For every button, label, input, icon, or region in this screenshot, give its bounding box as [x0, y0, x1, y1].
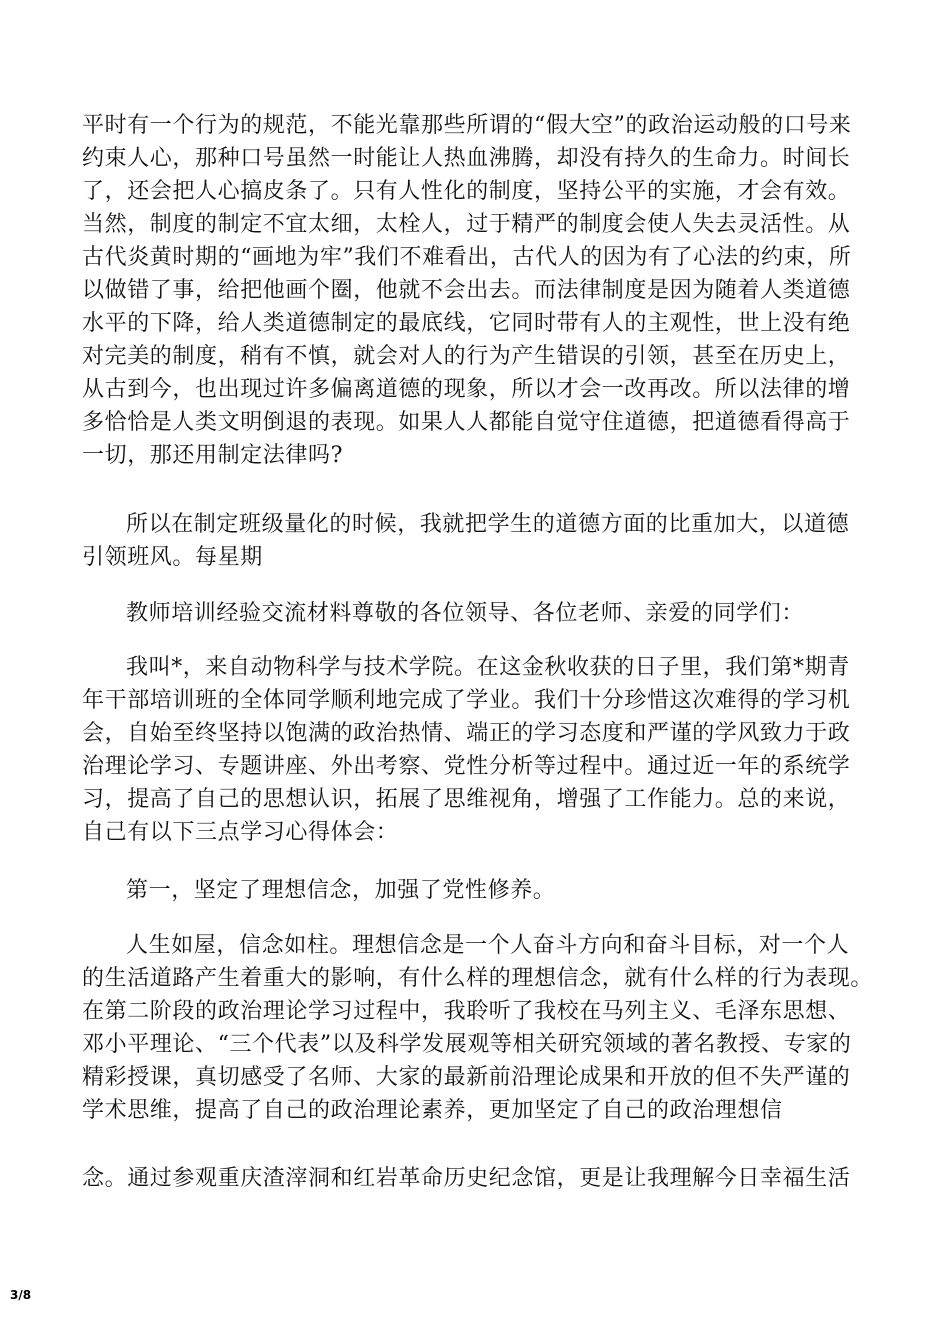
paragraph-1	[82, 109, 882, 472]
paragraph-line: 教师培训经验交流材料尊敬的各位领导、各位老师、亲爱的同学们：	[126, 601, 805, 626]
paragraph-line: 第一，坚定了理想信念，加强了党性修养。	[126, 878, 556, 903]
paragraph-2	[82, 508, 882, 574]
paragraph-line: 当然，制度的制定不宜太细，太栓人，过于精严的制度会使人失去灵活性。从	[82, 212, 851, 237]
paragraph-line: 精彩授课，真切感受了名师、大家的最新前沿理论成果和开放的但不失严谨的	[82, 1065, 851, 1090]
paragraph-line: 古代炎黄时期的“画地为牢”我们不难看出，古代人的因为有了心法的约束，所	[82, 245, 852, 270]
paragraph-line: 习，提高了自己的思想认识，拓展了思维视角，增强了工作能力。总的来说，	[82, 787, 851, 812]
paragraph-line: 年干部培训班的全体同学顺利地完成了学业。我们十分珍惜这次难得的学习机	[82, 688, 851, 713]
paragraph-line: 了，还会把人心搞皮条了。只有人性化的制度，坚持公平的实施，才会有效。	[82, 179, 851, 204]
paragraph-line: 对完美的制度，稍有不慎，就会对人的行为产生错误的引领，甚至在历史上，	[82, 344, 851, 369]
paragraph-line: 约束人心，那种口号虽然一时能让人热血沸腾，却没有持久的生命力。时间长	[82, 146, 851, 171]
paragraph-line: 治理论学习、专题讲座、外出考察、党性分析等过程中。通过近一年的系统学	[82, 754, 851, 779]
paragraph-5	[82, 874, 882, 907]
paragraph-4	[82, 651, 882, 849]
paragraph-line: 平时有一个行为的规范，不能光靠那些所谓的“假大空”的政治运动般的口号来	[82, 113, 852, 138]
paragraph-line: 多恰恰是人类文明倒退的表现。如果人人都能自觉守住道德，把道德看得高于	[82, 410, 851, 435]
paragraph-line: 会，自始至终坚持以饱满的政治热情、端正的学习态度和严谨的学风致力于政	[82, 721, 851, 746]
paragraph-line: 在第二阶段的政治理论学习过程中，我聆听了我校在马列主义、毛泽东思想、	[82, 999, 851, 1024]
paragraph-line: 从古到今，也出现过许多偏离道德的现象，所以才会一改再改。所以法律的增	[82, 377, 851, 402]
paragraph-line: 我叫*，来自动物科学与技术学院。在这金秋收获的日子里，我们第*期青	[126, 655, 850, 680]
paragraph-line: 学术思维，提高了自己的政治理论素养，更加坚定了自己的政治理想信	[82, 1098, 783, 1123]
paragraph-7	[82, 1162, 882, 1195]
paragraph-line: 人生如屋，信念如柱。理想信念是一个人奋斗方向和奋斗目标，对一个人	[126, 933, 850, 958]
paragraph-line: 念。通过参观重庆渣滓洞和红岩革命历史纪念馆，更是让我理解今日幸福生活	[82, 1166, 851, 1191]
paragraph-line: 一切，那还用制定法律吗?	[82, 443, 343, 468]
paragraph-line: 的生活道路产生着重大的影响，有什么样的理想信念，就有什么样的行为表现。	[82, 966, 874, 991]
paragraph-line: 以做错了事，给把他画个圈，他就不会出去。而法律制度是因为随着人类道德	[82, 278, 851, 303]
paragraph-6	[82, 929, 882, 1127]
paragraph-line: 自己有以下三点学习心得体会：	[82, 820, 399, 845]
paragraph-line: 所以在制定班级量化的时候，我就把学生的道德方面的比重加大，以道德	[126, 512, 850, 537]
page-number: 3/8	[10, 1288, 32, 1302]
paragraph-line: 水平的下降，给人类道德制定的最底线，它同时带有人的主观性，世上没有绝	[82, 311, 851, 336]
paragraph-3	[82, 597, 882, 630]
paragraph-line: 引领班风。每星期	[82, 545, 263, 570]
paragraph-line: 邓小平理论、“三个代表”以及科学发展观等相关研究领域的著名教授、专家的	[82, 1032, 852, 1057]
